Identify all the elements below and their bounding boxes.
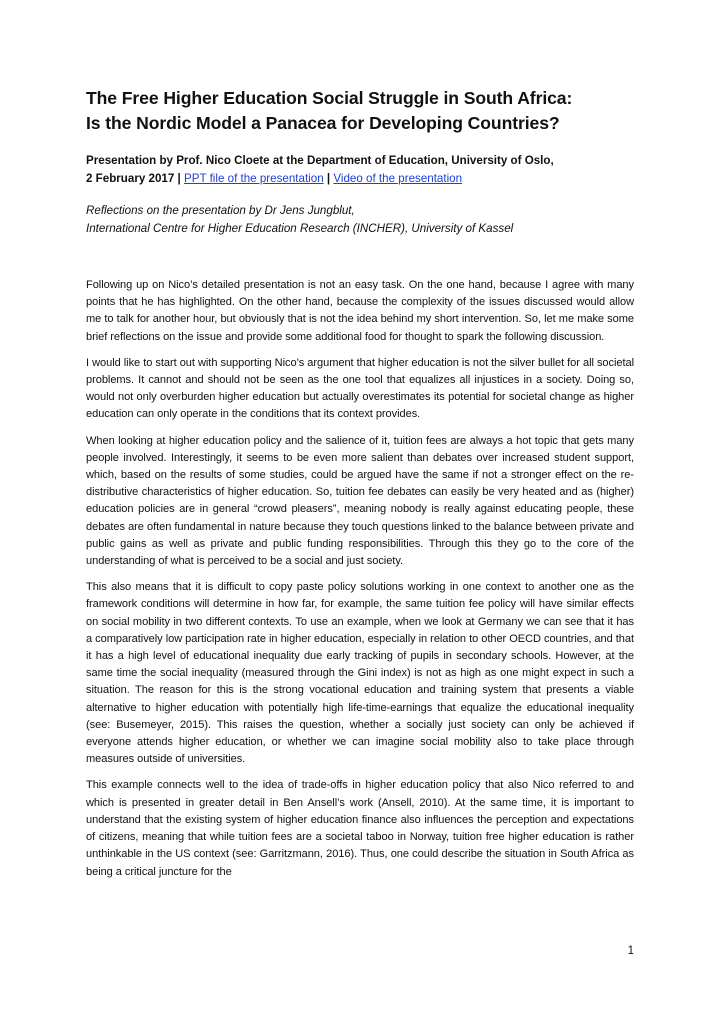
reflections-affiliation: International Centre for Higher Education Research (INCHER), University of Kassel (86, 222, 514, 235)
document-title (86, 0, 634, 136)
date-links-line (86, 170, 634, 188)
paragraph: This example connects well to the idea of trade-offs in higher education policy that also Nico referred to and which is presented in greater detail in Ben Ansell’s work (Ansell, 2010). At the same time, it is important to understand that the existing system of higher education finance also influences the perception and expectations of citizens, meaning that while tuition fees are a societal taboo in Norway, tuition free higher education is rather unthinkable in the US context (see: Garritzmann, 2016). Thus, one could describe the situation in South Africa as being a critical juncture for the (86, 779, 634, 878)
presentation-date: 2 February 2017 (86, 172, 175, 185)
body-text (86, 277, 634, 881)
title-line-2: Is the Nordic Model a Panacea for Developing Countries? (86, 113, 560, 133)
paragraph: When looking at higher education policy and the salience of it, tuition fees are always a hot topic that gets many people involved. Interestingly, it seems to be even more salient than debates over increased student support, which, based on the results of some studies, could be argued have the same if not a stronger effect on the re-distributive characteristics of higher education. So, tuition fee debates can easily be very heated and as (higher) education policies are in general “crowd pleasers”, meaning nobody is really against educating people, these debates are often fundamental in nature because they touch questions linked to the balance between private and public gains as well as private and public funding responsibilities. Through this they go to the core of the understanding of what is perceived to be a social and just society. (86, 434, 634, 568)
reflections-byline (86, 202, 634, 238)
presenter-line: Presentation by Prof. Nico Cloete at the Department of Education, University of Oslo, (86, 154, 554, 167)
page-number: 1 (627, 945, 634, 957)
video-link[interactable]: Video of the presentation (333, 172, 463, 185)
paragraph: I would like to start out with supporting Nico’s argument that higher education is not the silver bullet for all societal problems. It cannot and should not be seen as the one tool that equalizes all injustices in a society. Doing so, would not only overburden higher education but actually overestimates its potential for societal change as higher education can only operate in the conditions that its context provides. (86, 356, 634, 421)
paragraph: This also means that it is difficult to copy paste policy solutions working in one context to another one as the framework conditions will determine in how far, for example, the same tuition fee policy will have similar effects on social mobility in two different contexts. To use an example, when we look at Germany we can see that it has a comparatively low participation rate in higher education, especially in relation to other OECD countries, and that it has a high level of educational inequality due early tracking of pupils in secondary schools. However, at the same time the social inequality (measured through the Gini index) is not as high as one might expect in such a situation. The reason for this is the strong vocational education and training system that presents a viable alternative to higher education with potentially high life-time-earnings that equalize the educational inequality (see: Busemeyer, 2015). This raises the question, whether a socially just society can only be achieved if everyone attends higher education, or whether we can imagine social mobility also to take place through measures outside of universities. (86, 581, 634, 766)
reflections-author: Reflections on the presentation by Dr Jens Jungblut, (86, 204, 355, 217)
separator: | (177, 172, 181, 185)
paragraph: Following up on Nico’s detailed presentation is not an easy task. On the one hand, because I agree with many points that he has highlighted. On the other hand, because the complexity of the issues discussed would allow me to talk for another hour, but obviously that is not the idea behind my short intervention. So, let me make some brief reflections on the issue and provide some additional food for thought to spark the following discussion. (86, 279, 634, 343)
title-line-1: The Free Higher Education Social Struggle in South Africa: (86, 88, 573, 108)
ppt-file-link[interactable]: PPT file of the presentation (184, 172, 324, 185)
separator: | (326, 172, 331, 185)
presentation-info (86, 152, 634, 188)
